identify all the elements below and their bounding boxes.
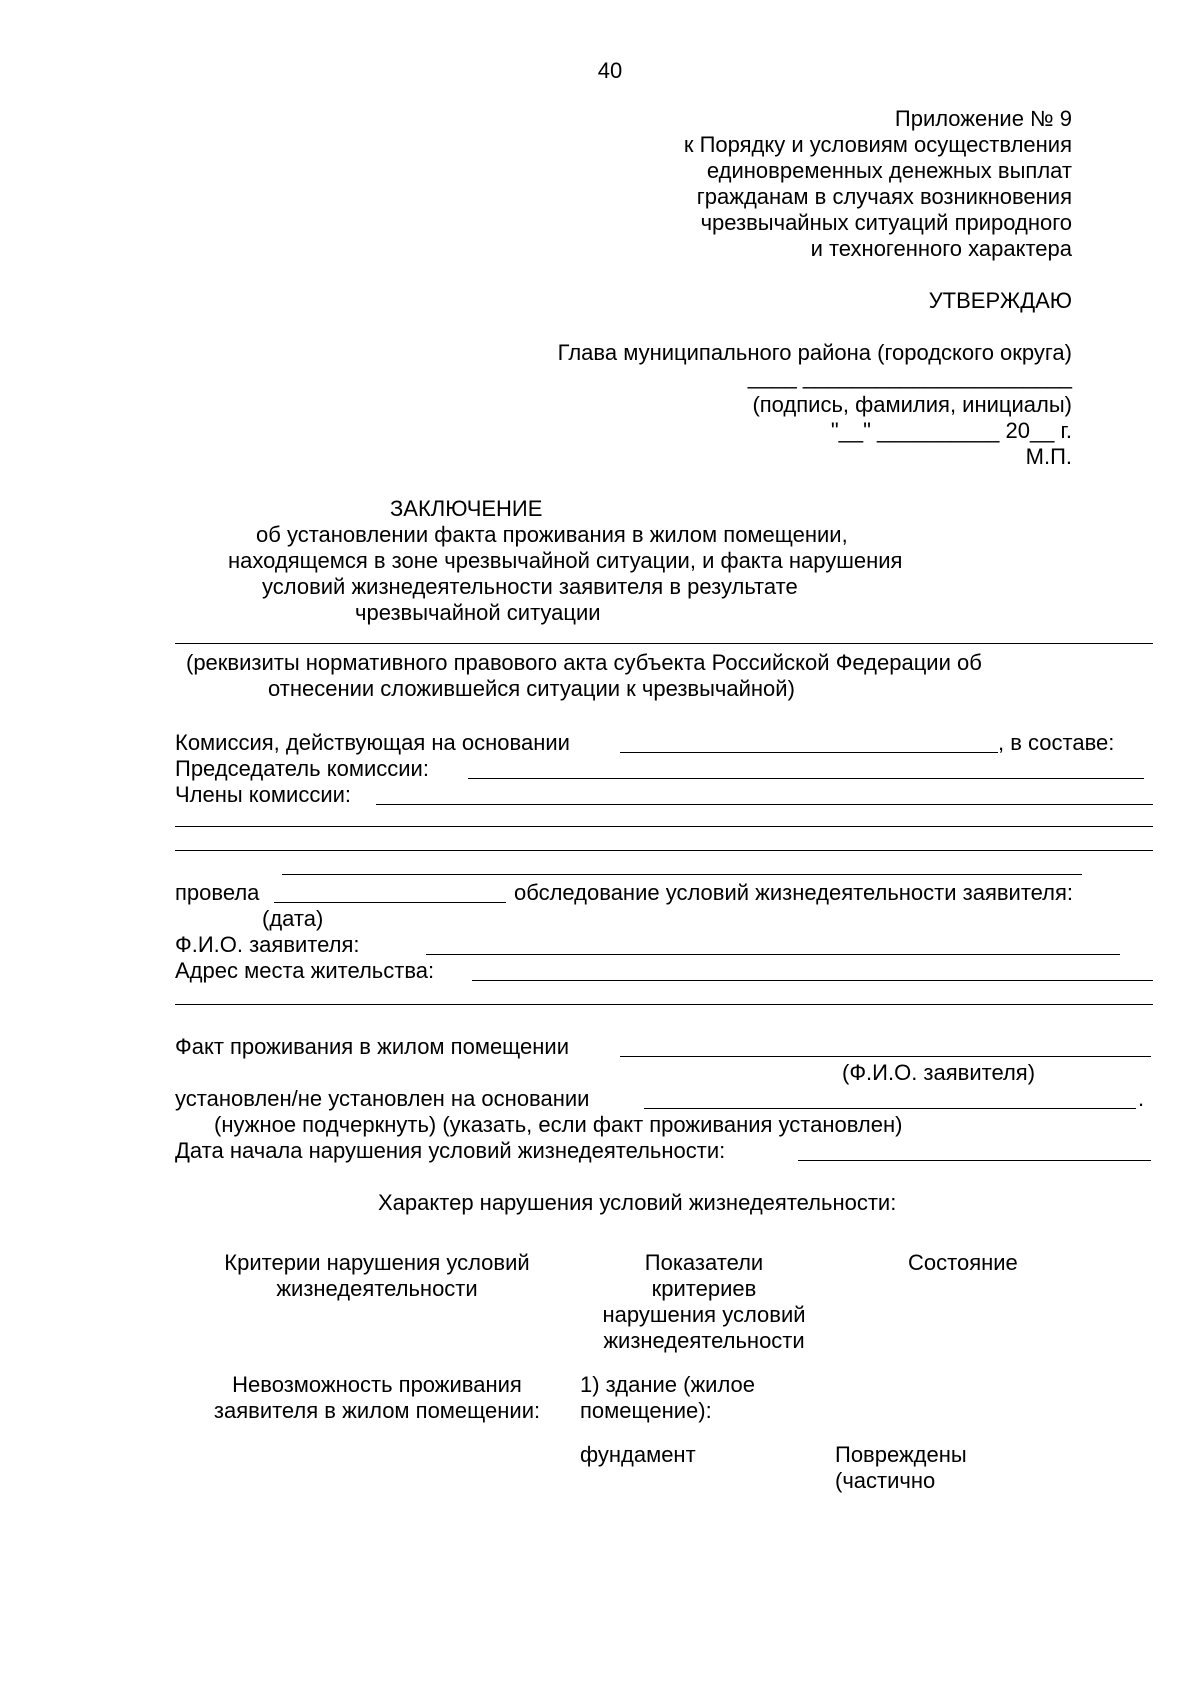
violation-heading: Характер нарушения условий жизнедеятельности:: [378, 1190, 897, 1215]
residence-fio-field[interactable]: [620, 1056, 1151, 1057]
commission-basis-field[interactable]: [620, 752, 998, 753]
criteria-header-line: жизнедеятельности: [276, 1276, 478, 1301]
fio-caption: (Ф.И.О. заявителя): [842, 1060, 1036, 1085]
conclusion-subtitle-line: находящемся в зоне чрезвычайной ситуации, и факта нарушения: [228, 548, 903, 573]
applicant-name-label: Ф.И.О. заявителя:: [175, 932, 360, 957]
conclusion-subtitle-line: чрезвычайной ситуации: [355, 600, 601, 625]
address-field[interactable]: [472, 980, 1153, 981]
state-cell-line: Повреждены: [835, 1442, 967, 1467]
act-requisites-line: [175, 643, 1153, 644]
violation-start-label: Дата начала нарушения условий жизнедеятельности:: [175, 1138, 726, 1163]
applicant-name-field[interactable]: [426, 954, 1120, 955]
chairman-label: Председатель комиссии:: [175, 756, 429, 781]
residence-fact-label: Факт проживания в жилом помещении: [175, 1034, 569, 1059]
criteria-cell-line: заявителя в жилом помещении:: [213, 1398, 541, 1423]
underline-note: (нужное подчеркнуть) (указать, если факт проживания установлен): [214, 1112, 903, 1137]
conclusion-title: ЗАКЛЮЧЕНИЕ: [390, 496, 543, 521]
indicators-header-line: критериев: [651, 1276, 757, 1301]
members-field[interactable]: [376, 804, 1153, 805]
date-caption: (дата): [262, 906, 324, 931]
head-title: Глава муниципального района (городского округа): [557, 340, 1072, 365]
commission-composition-label: , в составе:: [998, 730, 1115, 755]
approve-label: УТВЕРЖДАЮ: [928, 288, 1072, 313]
appendix-title: Приложение № 9: [894, 106, 1072, 131]
indicators-header-line: нарушения условий: [602, 1302, 806, 1327]
violation-start-field[interactable]: [798, 1160, 1151, 1161]
appendix-line: чрезвычайных ситуаций природного: [700, 210, 1072, 235]
survey-label: обследование условий жизнедеятельности заявителя:: [514, 880, 1074, 905]
address-field-line[interactable]: [175, 1004, 1153, 1005]
commission-basis-label: Комиссия, действующая на основании: [175, 730, 570, 755]
act-caption-line: (реквизиты нормативного правового акта субъекта Российской Федерации об: [186, 650, 982, 675]
appendix-line: и техногенного характера: [810, 236, 1072, 261]
conclusion-subtitle-line: условий жизнедеятельности заявителя в результате: [262, 574, 798, 599]
address-label: Адрес места жительства:: [175, 958, 435, 983]
appendix-line: единовременных денежных выплат: [706, 158, 1072, 183]
indicators-header-line: Показатели: [644, 1250, 764, 1275]
criteria-cell-line: Невозможность проживания: [232, 1372, 522, 1397]
stamp-label: М.П.: [1025, 444, 1072, 469]
approval-date: "__" __________ 20__ г.: [830, 418, 1072, 443]
established-basis-field[interactable]: [644, 1108, 1136, 1109]
established-period: .: [1138, 1086, 1145, 1111]
members-field-line[interactable]: [175, 826, 1153, 827]
conclusion-subtitle-line: об установлении факта проживания в жилом помещении,: [256, 522, 848, 547]
members-label: Члены комиссии:: [175, 782, 352, 807]
indicators-header-line: жизнедеятельности: [603, 1328, 805, 1353]
inspection-date-field[interactable]: [274, 902, 506, 903]
appendix-line: к Порядку и условиям осуществления: [683, 132, 1072, 157]
indicator-cell-line: помещение):: [580, 1398, 712, 1423]
indicator-cell-line: 1) здание (жилое: [580, 1372, 756, 1397]
established-label: установлен/не установлен на основании: [175, 1086, 590, 1111]
members-field-line[interactable]: [282, 874, 1082, 875]
criteria-header-line: Критерии нарушения условий: [224, 1250, 530, 1275]
members-field-line[interactable]: [175, 850, 1153, 851]
signature-caption: (подпись, фамилия, инициалы): [752, 392, 1072, 417]
page-number: 40: [597, 58, 623, 83]
state-cell-line: (частично: [835, 1468, 936, 1493]
state-header: Состояние: [908, 1250, 1018, 1275]
signature-blank: ____ ______________________: [747, 364, 1072, 389]
appendix-line: гражданам в случаях возникновения: [696, 184, 1072, 209]
indicator-foundation: фундамент: [580, 1442, 696, 1467]
act-caption-line: отнесении сложившейся ситуации к чрезвычайной): [268, 676, 795, 701]
conducted-label: провела: [175, 880, 260, 905]
chairman-field[interactable]: [468, 778, 1144, 779]
